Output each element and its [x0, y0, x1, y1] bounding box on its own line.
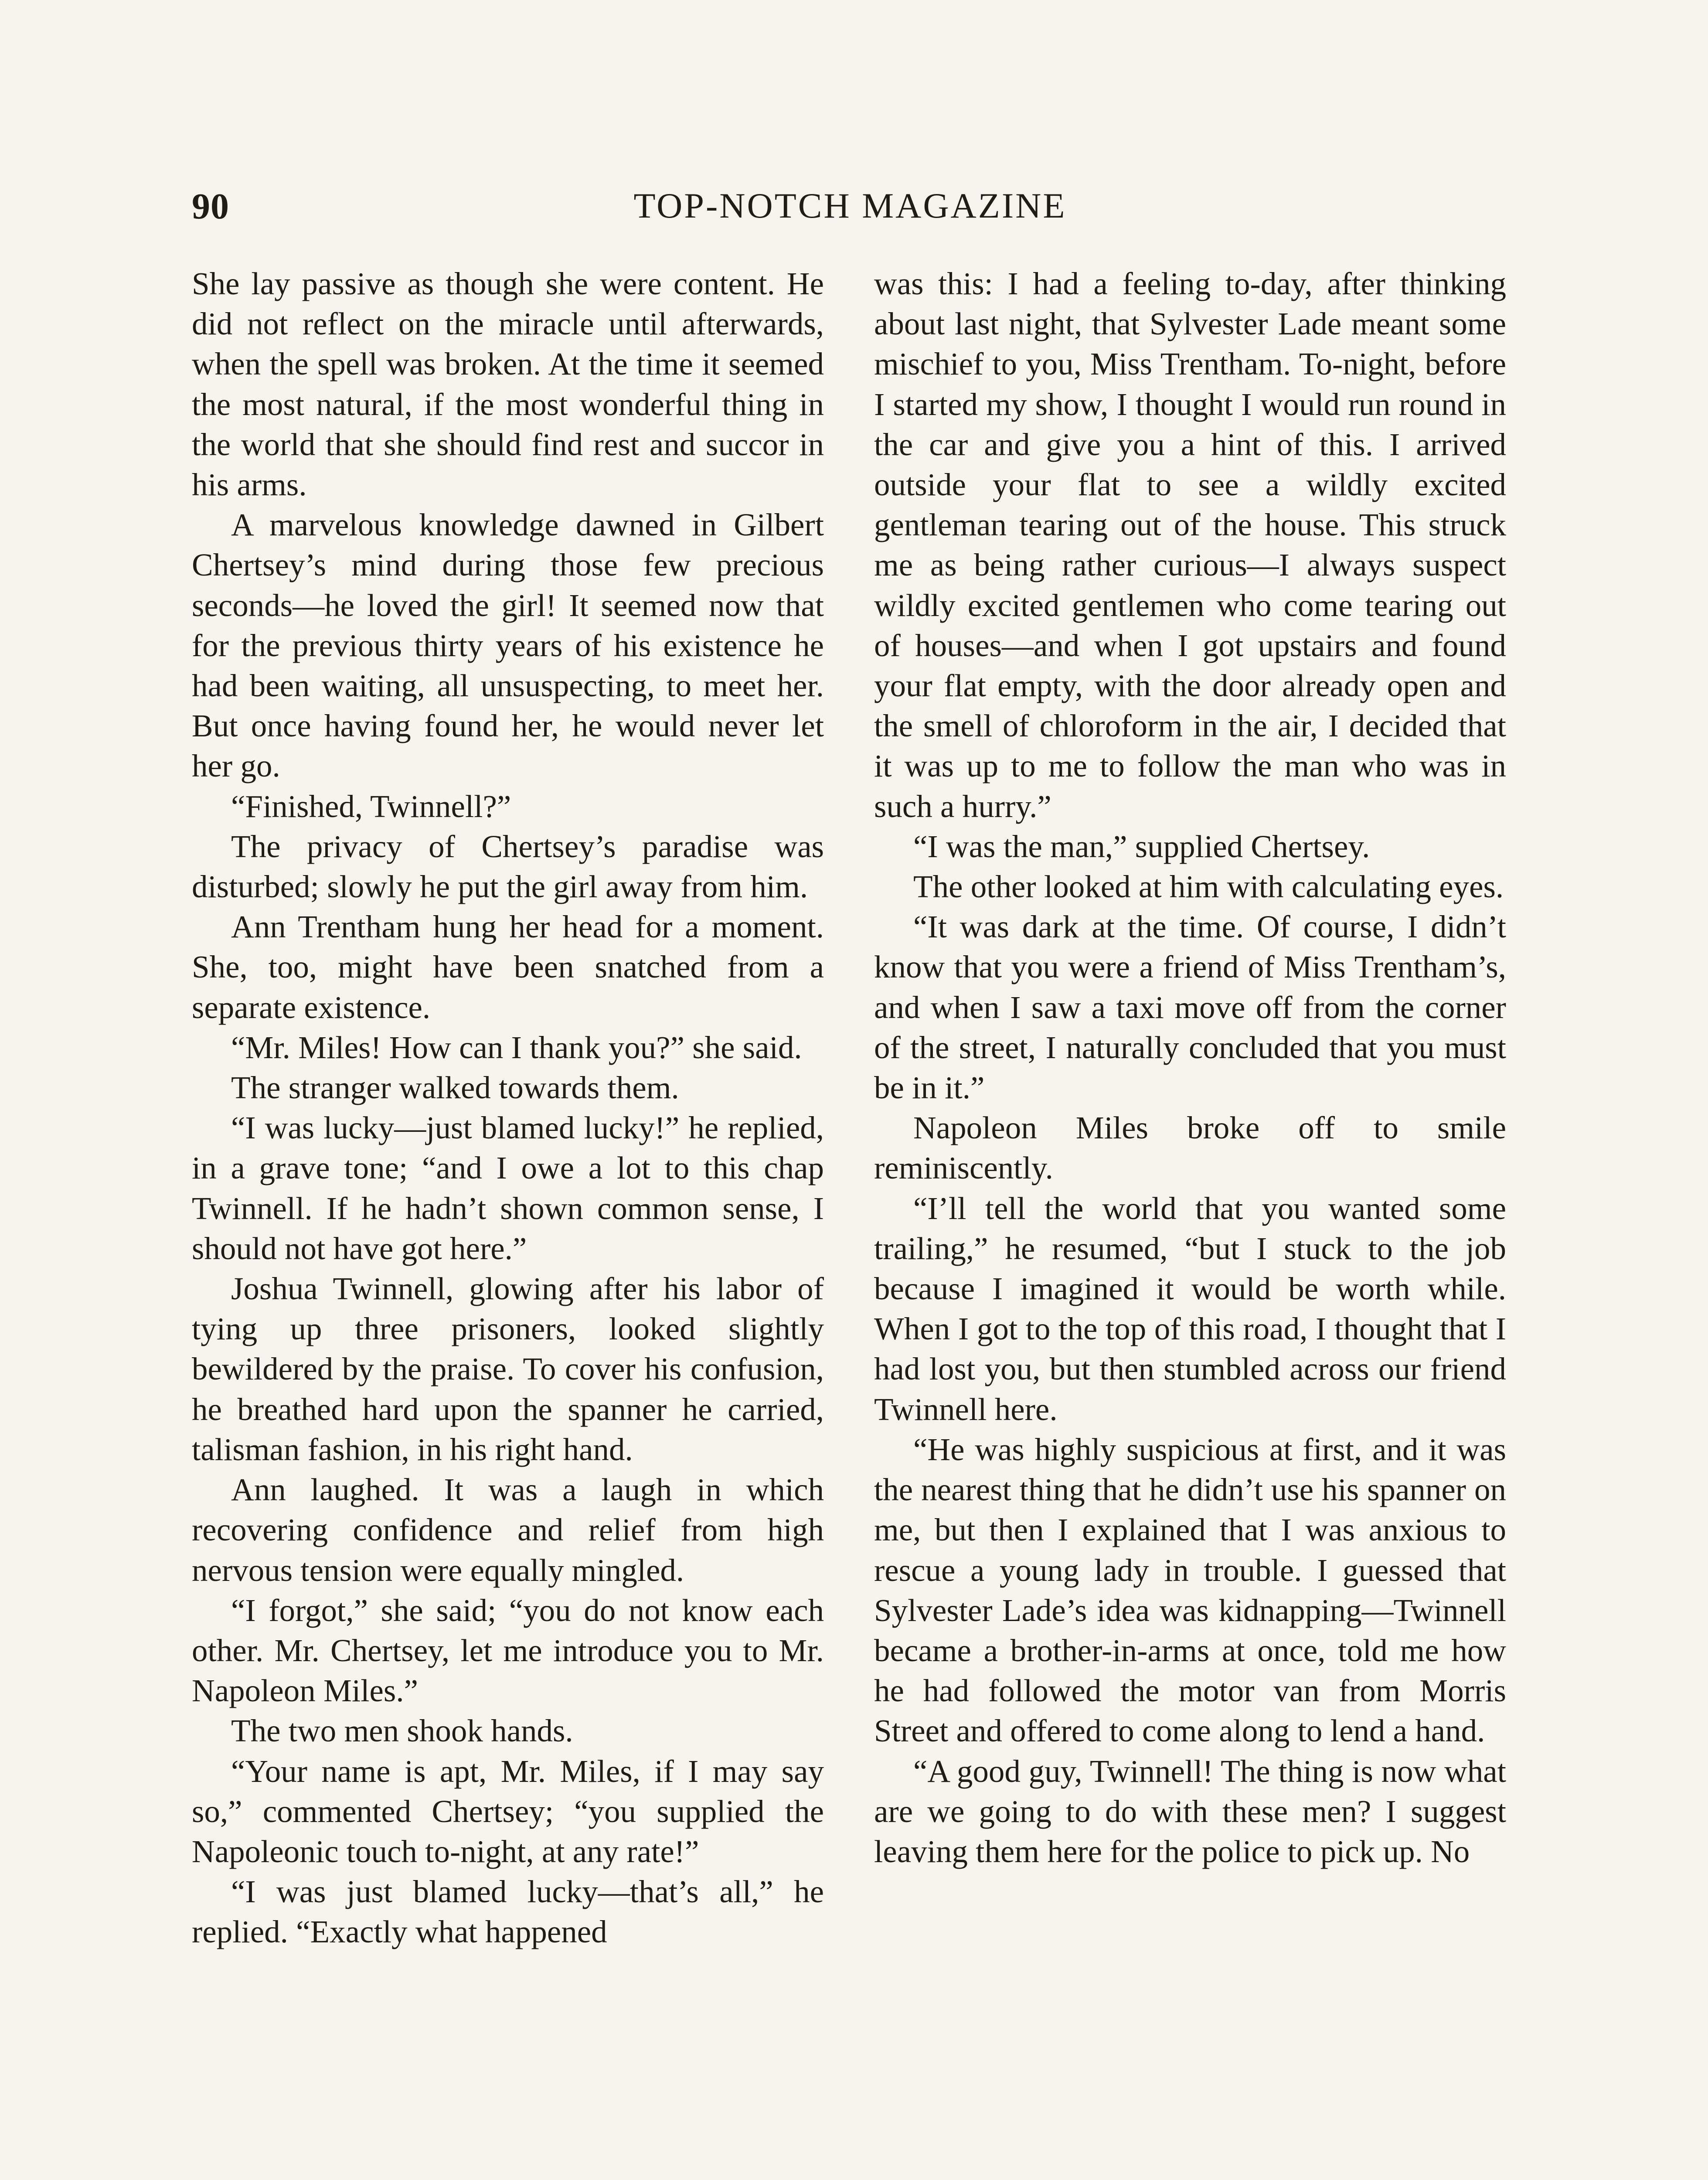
paragraph: The stranger walked towards them.	[231, 1070, 679, 1106]
paragraph: “A good guy, Twinnell! The thing is now what are we going to do with these men? I suggest leaving them here for the police to pick up. No	[874, 1753, 1506, 1869]
running-title: TOP-NOTCH MAGAZINE	[633, 186, 1067, 225]
paragraph: “Your name is apt, Mr. Miles, if I may say so,” commented Chertsey; “you supplied the Napoleonic touch to-night, at any rate!”	[192, 1753, 824, 1869]
paragraph: “I forgot,” she said; “you do not know each other. Mr. Chertsey, let me introduce you to Mr. Napoleon Miles.”	[192, 1592, 824, 1709]
paragraph: “He was highly suspicious at first, and it was the nearest thing that he didn’t use his spanner on me, but then I explained that I was anxious to rescue a young lady in trouble. I guessed that Sylvester Lade’s idea was kidnapping—Twinnell became a brother-in-arms at once, told me how he had followed the motor van from Morris Street and offered to come along to lend a hand.	[874, 1431, 1506, 1749]
page-header	[192, 185, 1508, 233]
paragraph: “Finished, Twinnell?”	[231, 788, 511, 824]
page-number: 90	[192, 186, 229, 227]
right-column	[874, 264, 1506, 2180]
paragraph: The two men shook hands.	[231, 1713, 573, 1749]
paragraph: Ann laughed. It was a laugh in which recovering confidence and relief from high nervous tension were equally mingled.	[192, 1472, 824, 1588]
paragraph: The other looked at him with calculating eyes.	[913, 869, 1504, 905]
paragraph: The privacy of Chertsey’s paradise was disturbed; slowly he put the girl away from him.	[192, 828, 824, 905]
paragraph: Joshua Twinnell, glowing after his labor of tying up three prisoners, looked slightly bewildered by the praise. To cover his confusion, he breathed hard upon the spanner he carried, talisman fashion, in his right hand.	[192, 1271, 824, 1467]
paragraph: A marvelous knowledge dawned in Gilbert Chertsey’s mind during those few precious seconds—he loved the girl! It seemed now that for the previous thirty years of his existence he had been waiting, all unsuspecting, to meet her. But once having found her, he would never let her go.	[192, 507, 824, 784]
paragraph: was this: I had a feeling to-day, after thinking about last night, that Sylvester Lade meant some mischief to you, Miss Trentham. To-night, before I started my show, I thought I would run round in the car and give you a hint of this. I arrived outside your flat to see a wildly excited gentleman tearing out of the house. This struck me as being rather curious—I always suspect wildly excited gentlemen who come tearing out of houses—and when I got upstairs and found your flat empty, with the door already open and the smell of chloroform in the air, I decided that it was up to me to follow the man who was in such a hurry.”	[874, 266, 1506, 824]
paragraph: Napoleon Miles broke off to smile reminiscently.	[874, 1110, 1506, 1186]
paragraph: “I was just blamed lucky—that’s all,” he replied. “Exactly what happened	[192, 1874, 824, 1950]
paragraph: “It was dark at the time. Of course, I didn’t know that you were a friend of Miss Trentham’s, and when I saw a taxi move off from the corner of the street, I naturally concluded that you must be in it.”	[874, 909, 1506, 1106]
paragraph: “I’ll tell the world that you wanted some trailing,” he resumed, “but I stuck to the job because I imagined it would be worth while. When I got to the top of this road, I thought that I had lost you, but then stumbled across our friend Twinnell here.	[874, 1190, 1506, 1427]
paragraph: “I was the man,” supplied Chertsey.	[913, 828, 1370, 864]
paragraph: She lay passive as though she were content. He did not reflect on the miracle until afterwards, when the spell was broken. At the time it seemed the most natural, if the most wonderful thing in the world that she should find rest and succor in his arms.	[192, 266, 824, 503]
paragraph: Ann Trentham hung her head for a moment. She, too, might have been snatched from a separate existence.	[192, 909, 824, 1025]
paragraph: “Mr. Miles! How can I thank you?” she said.	[231, 1029, 802, 1065]
left-column	[192, 264, 824, 2180]
paragraph: “I was lucky—just blamed lucky!” he replied, in a grave tone; “and I owe a lot to this chap Twinnell. If he hadn’t shown common sense, I should not have got here.”	[192, 1110, 824, 1266]
